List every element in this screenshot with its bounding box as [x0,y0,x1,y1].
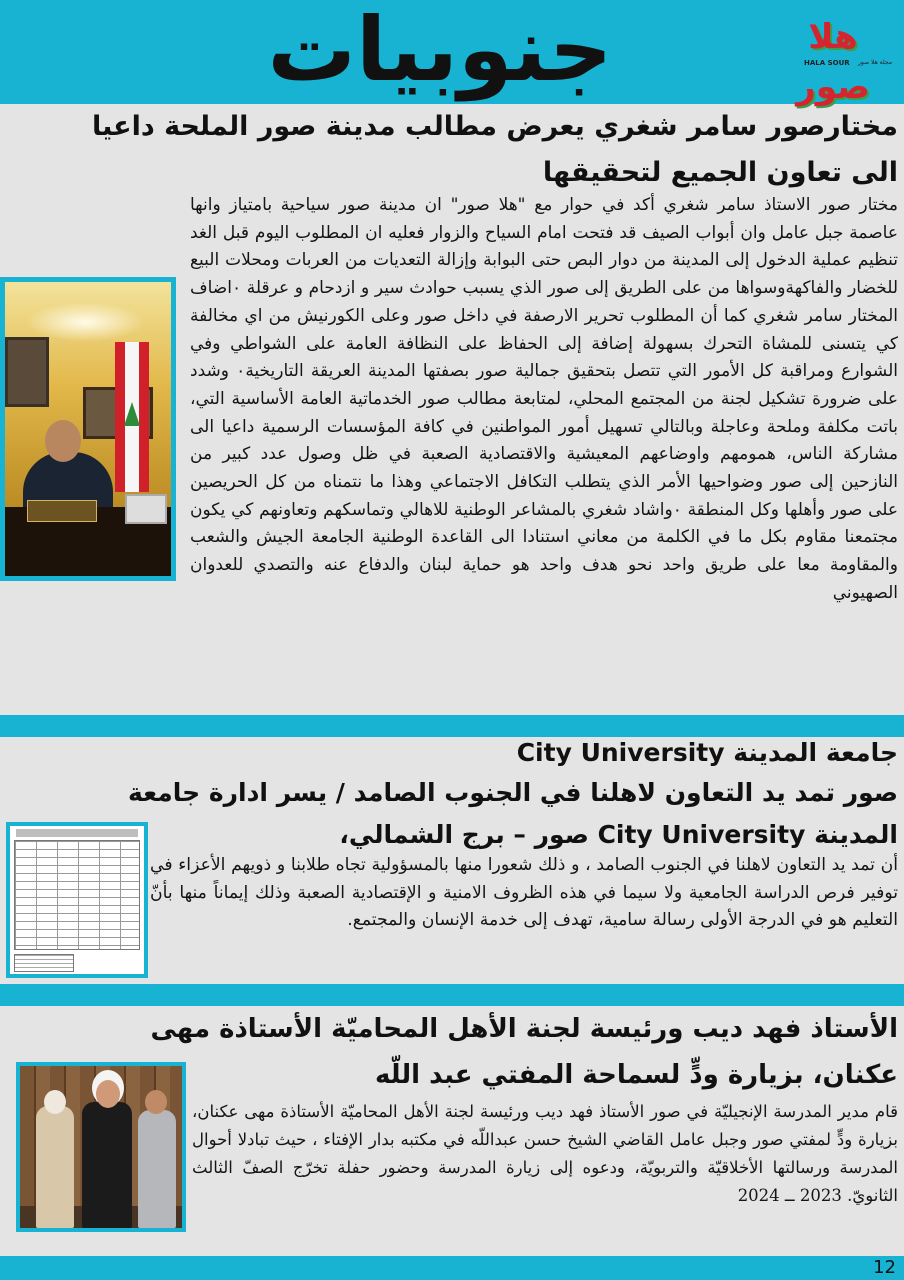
article-3-photo [16,1062,186,1232]
page-footer [0,1256,904,1280]
article-1-photo [0,277,176,581]
hala-sour-logo [768,12,898,107]
logo-tagline: مجلة هلا صور [858,59,892,66]
page-header [0,0,904,107]
section-divider [0,984,904,1006]
article-2-kicker: جامعة المدينة City University [516,738,898,767]
article-2-title: صور تمد يد التعاون لاهلنا في الجنوب الصامد / يسر ادارة جامعة المدينة City University صور – برج الشمالي، [128,778,898,849]
masthead-title: جنوبيات [267,0,613,101]
article-3-body: قام مدير المدرسة الإنجيليّة في صور الأستاذ فهد ديب ورئيسة لجنة الأهل المحاميّة الأستاذة مهى عكنان، بزيارة ودٍّ لمفتي صور وجبل عامل القاضي الشيخ حسن عبداللّه في مكتبه بدار الإفتاء ، حيث تبادلا أحوال المدرسة ورسالتها الأخلاقيّة والتربويّة، ودعوه إلى زيارة المدرسة وحضور حفلة تخرّج الصفّ الثالث الثانويّ. 2023 ــ 2024 [192,1102,898,1205]
logo-latin-name: HALA SOUR [804,59,850,67]
logo-name: هلا صور [796,17,870,107]
article-2-body: أن تمد يد التعاون لاهلنا في الجنوب الصامد ، و ذلك شعورا منها بالمسؤولية تجاه طلابنا و ذويهم الأعزاء في توفير فرص الدراسة الجامعية ولا سيما في هذه الظروف الامنية و الإقتصادية الصعبة وذلك إيماناً منها بأنّ التعليم هو في الدرجة الأولى رسالة سامية، تهدف إلى خدمة الإنسان والمجتمع. [150,855,898,931]
article-1-body: مختار صور الاستاذ سامر شغري أكد في حوار مع "هلا صور" ان مدينة صور سياحية بامتياز وانها عاصمة جبل عامل وان أبواب الصيف قد فتحت امام السياح والزوار فعليه ان المطلوب اليوم قبل الغد تنظيم عملية الدخول إلى المدينة من دوار البص حتى البوابة وإزالة التعديات من العربات ومحلات البيع للخضار والفاكهةوسواها من على الطريق إلى صور الذي يسبب حوادث سير و ازدحام و عرقلة ٠اضاف المختار سامر شغري كما أن المطلوب تحرير الارصفة في داخل صور وعلى الكورنيش من اي مخالفة كي يتسنى للمشاة التحرك بسهولة إضافة إلى الحفاظ على النظافة العامة على الشواطي وفي الشوارع ومراقبة كل الأمور التي تتصل بتحقيق جمالية صور بصفتها المدينة العريقة التاريخية٠ وشدد على ضرورة تشكيل لجنة من المجتمع المحلي، لمتابعة مطالب صور الخدماتية العامة الأساسية التي، باتت مكلفة وملحة وعاجلة وبالتالي تسهيل أمور المواطنين في كافة المؤسسات الرسمية داعيا الى مشاركة الناس، همومهم واوضاعهم المعيشية والاقتصادية الصعبة في ظل وصول عدد كبير من النازحين إلى صور وضواحيها الأمر الذي يتطلب التكافل الاجتماعي وهذا ما نتمناه من كل الحريصين على صور وأهلها وكل المنطقة ٠واشاد شغري بالمشاعر الوطنية للاهالي وتماسكهم وتعاونهم كي يكون مجتمعنا مقاوم بكل ما في الكلمة من معاني استنادا الى القاعدة الوطنية الجامعة الجيش والشعب والمقاومة معا على طريق واحد نحو هدف واحد هو حماية لبنان والدفاع عنه والتصدي للعدوان الصهيوني [190,195,899,603]
article-3-title: الأستاذ فهد ديب ورئيسة لجنة الأهل المحاميّة الأستاذة مهى عكنان، بزيارة ودٍّ لسماحة المفتي عبد اللّه [150,1014,898,1090]
article-1-title: مختارصور سامر شغري يعرض مطالب مدينة صور الملحة داعيا الى تعاون الجميع لتحقيقها [91,111,898,188]
page-number: 12 [873,1257,896,1278]
article-2-document-image [6,822,148,978]
